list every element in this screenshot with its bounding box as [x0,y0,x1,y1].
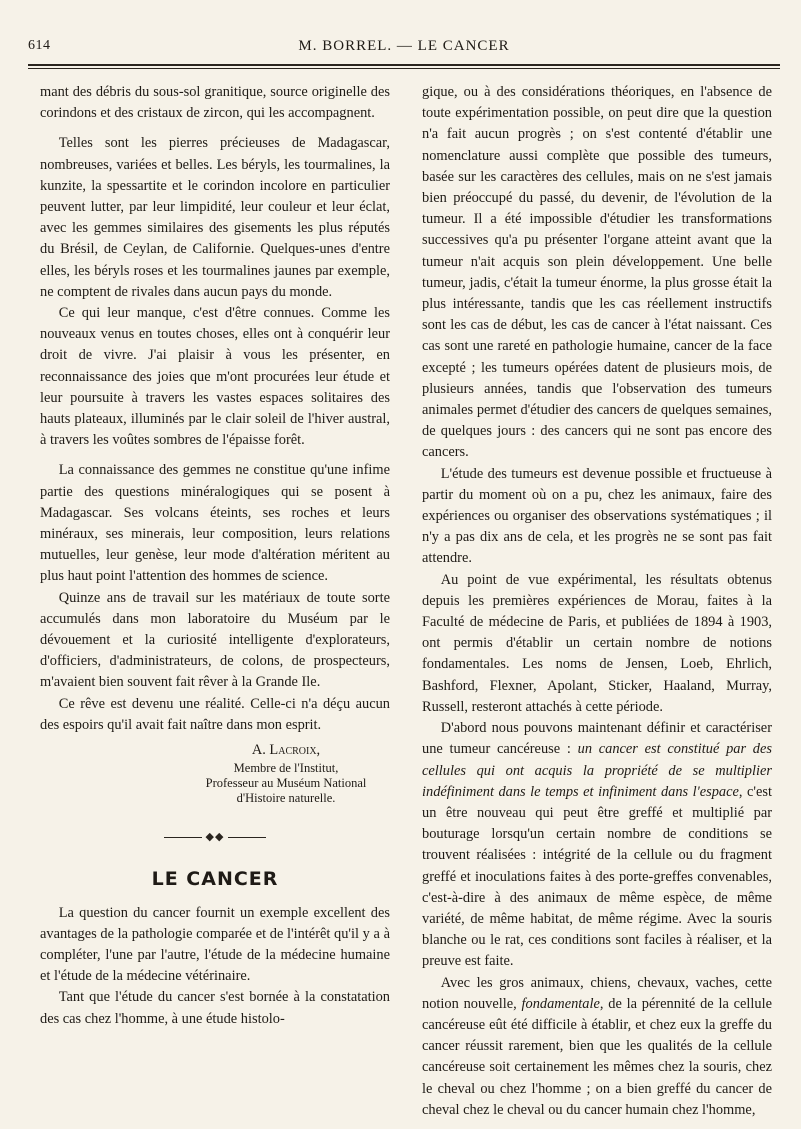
author-title: d'Histoire naturelle. [236,791,336,806]
author-title: Professeur au Muséum National [205,776,367,791]
paragraph: Quinze ans de travail sur les matériaux de toute sorte accumulés dans mon laboratoire du Muséum par le dévouement et la curiosité intelligente d'explorateurs, d'officiers, d'administrateurs, de colons, de prospecteurs, m'avaient bien souvent fait rêver à la Grande Ile. [40,589,390,691]
paragraph-text: D'abord nous pouvons maintenant définir et caractériser une tumeur cancéreuse : [422,720,772,758]
paragraph: La question du cancer fournit un exemple excellent des avantages de la pathologie comparée et de l'intérêt qu'il y a à compléter, l'une par l'autre, l'étude de la médecine humaine et l'étude de la médecine vétérinaire. [40,904,390,985]
paragraph: L'étude des tumeurs est devenue possible et fructueuse à partir du moment où on a pu, chez les animaux, faire des expériences ou organiser des observations systématiques ; il n'y a pas dix ans de cela, et les progrès ne se sont pas fait attendre. [422,465,772,567]
paragraph [422,973,772,1121]
left-column [40,82,390,1030]
paragraph: Au point de vue expérimental, les résultats obtenus depuis les premières expériences de Morau, faites à la Faculté de médecine de Paris, et publiées de 1894 à 1903, ont permis d'établir un certain nombre de notions fondamentales. Les noms de Jensen, Loeb, Ehrlich, Bashford, Flexner, Apolant, Sticker, Haaland, Murray, Russell, resteront attachés à cette période. [422,571,772,715]
emphasis: fondamentale [521,995,600,1012]
signature-block [40,740,390,806]
paragraph-text: , de la pérennité de la cellule cancéreuse eût été difficile à établir, et chez eux la greffe du cancer réussit rarement, bien que les qualités de la cellule cancéreuse soit certainement les mêmes chez la souris, chez le cheval ou chez l'homme ; on a bien greffé du cancer de cheval chez le cheval ou du cancer humain chez l'homme, [422,995,773,1118]
definition-emphasis: un cancer est constitué par des cellules qui ont acquis la propriété de se multiplier indéfiniment dans le temps et infiniment dans l'espace [422,741,772,800]
paragraph: mant des débris du sous-sol granitique, source originelle des corindons et des cristaux de zircon, qui les accompagnent. [40,84,390,122]
paragraph [422,718,772,972]
paragraph: Ce rêve est devenu une réalité. Celle-ci n'a déçu aucun des espoirs qu'il avait fait naître dans mon esprit. [40,695,390,733]
paragraph: Telles sont les pierres précieuses de Madagascar, nombreuses, variées et belles. Les béryls, les tourmalines, la kunzite, la spessartite et le corindon incolore en particulier peuvent lutter, par leur limpidité, leur couleur et leur éclat, avec les gemmes similaires des gisements les plus réputés du Brésil, de Ceylan, de Californie. Quelques-unes d'entre elles, les béryls roses et les tourmalines jaunes par exemple, ne comptent de rivales dans aucun pays du monde. [40,135,390,300]
author-name: A. Lacroix, [251,742,321,759]
author-title: Membre de l'Institut, [233,761,339,776]
paragraph-text: , c'est un être nouveau qui peut être greffé et multiplié par bouturage lorsqu'un certain nombre de conditions se trouvent réalisées : intégrité de la cellule ou du fragment greffé et inoculations faites à des porte-greffes convenables, c'est-à-dire à des animaux de même espèce, de même variété, de même habitat, de même régime. Avec la souris blanche ou le rat, ces conditions sont faciles à réaliser, et la preuve est faite. [422,783,772,970]
section-title: LE CANCER [151,868,279,891]
section-ornament: ◆◆ [155,832,275,843]
paragraph: La connaissance des gemmes ne constitue qu'une infime partie des questions minéralogiques qui se posent à Madagascar. Ses volcans éteints, ses roches et leurs minéraux, ses minerais, leur composition, leurs relations mutuelles, leur genèse, leur mode d'altération méritent au plus haut point l'attention des hommes de science. [40,462,390,585]
right-column [422,82,772,1121]
paragraph: Tant que l'étude du cancer s'est bornée à la constatation des cas chez l'homme, à une étude histolo- [40,989,390,1027]
page-header [28,38,780,60]
paragraph: Ce qui leur manque, c'est d'être connues. Comme les nouveaux venus en toutes choses, elles ont à conquérir leur droit de vivre. J'ai plaisir à vous les présenter, en reconnaissance des joies que m'ont procurées leur étude et leur poursuite à travers les vastes espaces solitaires des hauts plateaux, illuminés par le clair soleil de l'hiver austral, à travers les voûtes sombres de l'épaisse forêt. [40,305,390,449]
paragraph: gique, ou à des considérations théoriques, en l'absence de toute expérimentation possible, on peut dire que la question n'a fait aucun progrès ; on s'est contenté d'établir une nomenclature aussi complète que possible des tumeurs, basée sur les caractères des cellules, mais on ne s'est jamais bien préoccupé du passé, du devenir, de l'évolution de la tumeur. Il a été impossible d'étudier les transformations successives qu'a pu présenter l'organe atteint avant que la tumeur n'ait acquis son plein développement. Une belle tumeur, jadis, c'était la tumeur énorme, la plus grosse était la plus intéressante, tandis que les cas réellement instructifs sont les cas de début, les cas de cancer à l'état naissant. Ces cas sont une rareté en pathologie humaine, cancer de la face excepté ; les tumeurs opérées datent de plusieurs mois, de plusieurs années, tandis que l'observation des tumeurs animales permet d'étudier des cancers de quelques semaines, de quelques jours : des cancers qui ne sont pas encore des cancers. [422,84,772,461]
header-rule [28,64,780,69]
paragraph-text: Avec les gros animaux, chiens, chevaux, vaches, cette notion nouvelle, [422,974,772,1012]
page-number: 614 [28,38,51,53]
running-head: M. BORREL. — LE CANCER [298,38,510,54]
